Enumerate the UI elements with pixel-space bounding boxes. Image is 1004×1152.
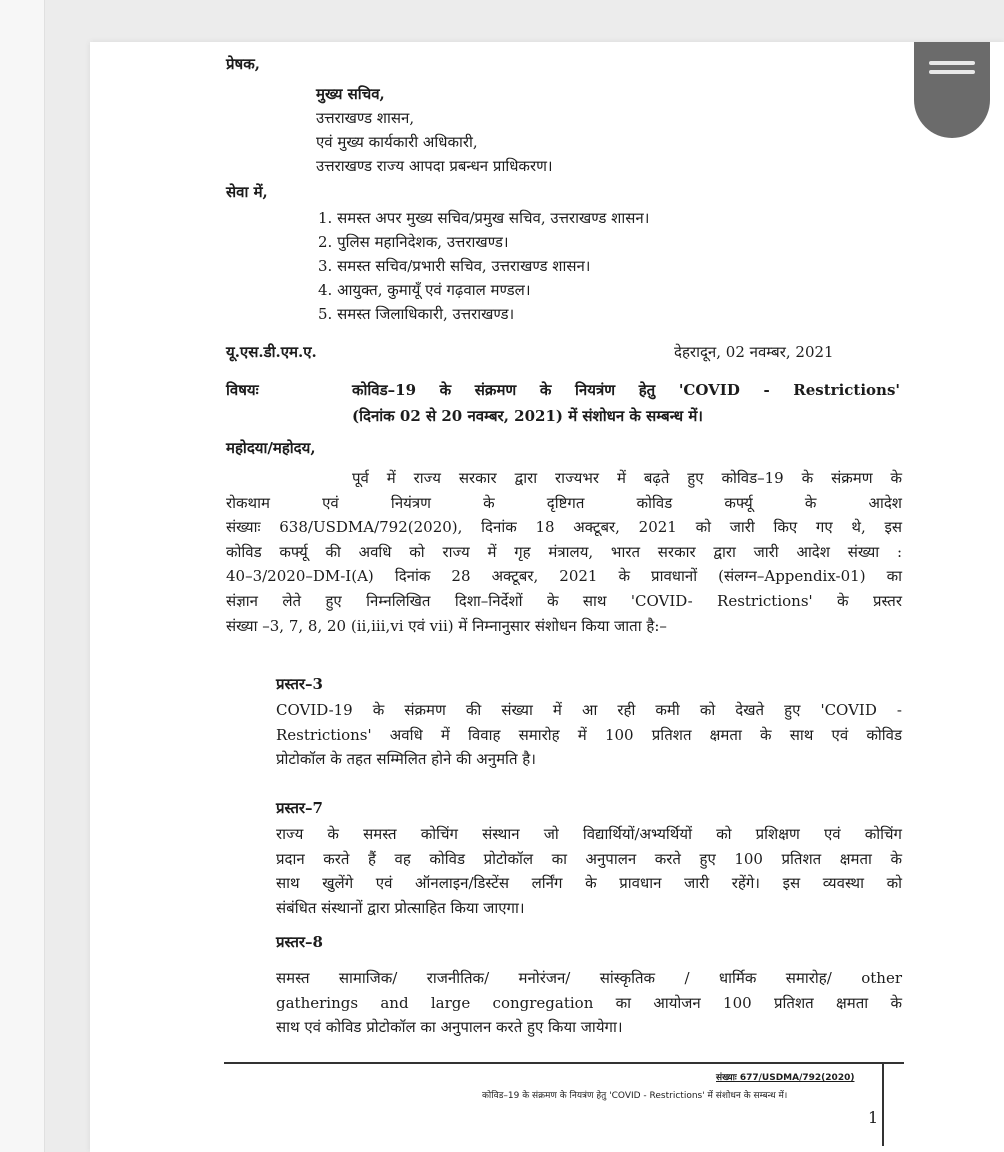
para-3-line-3: प्रोटोकॉल के तहत सम्मिलित होने की अनुमति है। [276,750,536,769]
intro-line-3: संख्याः 638/USDMA/792(2020), दिनांक 18 अक्टूबर, 2021 को जारी किए गए थे, इस [226,518,902,537]
para-8-title: प्रस्तर–8 [276,933,323,951]
menu-button[interactable] [914,42,990,138]
para-3-line-2: Restrictions' अवधि में विवाह समारोह में 100 प्रतिशत क्षमता के साथ एवं कोविड [276,725,902,744]
footer-ref-number: संख्याः 677/USDMA/792(2020) [716,1073,855,1083]
place-date: देहरादून, 02 नवम्बर, 2021 [674,343,834,361]
recipients-label: सेवा में, [226,183,268,201]
recipient-item-1: 1. समस्त अपर मुख्य सचिव/प्रमुख सचिव, उत्तराखण्ड शासन। [318,209,650,227]
recipient-item-5: 5. समस्त जिलाधिकारी, उत्तराखण्ड। [318,305,515,323]
para-3-title: प्रस्तर–3 [276,675,323,693]
sender-line-3: एवं मुख्य कार्यकारी अधिकारी, [316,133,478,151]
para-8-line-3: साथ एवं कोविड प्रोटोकॉल का अनुपालन करते हुए किया जायेगा। [276,1018,623,1037]
para-8-line-1: समस्त सामाजिक/ राजनीतिक/ मनोरंजन/ सांस्कृतिक / धार्मिक समारोह/ other [276,969,902,987]
footer-rule [224,1062,904,1064]
intro-line-1: पूर्व में राज्य सरकार द्वारा राज्यभर में बढ़ते हुए कोविड–19 के संक्रमण के [352,469,902,487]
para-8-line-2: gatherings and large congregation का आयोजन 100 प्रतिशत क्षमता के [276,993,902,1012]
recipient-item-3: 3. समस्त सचिव/प्रभारी सचिव, उत्तराखण्ड शासन। [318,257,591,275]
menu-icon-bar [929,70,975,74]
viewer-left-margin [0,0,45,1152]
subject-line-2: (दिनांक 02 से 20 नवम्बर, 2021) में संशोधन के सम्बन्ध में। [352,407,703,425]
para-7-line-3: साथ खुलेंगे एवं ऑनलाइन/डिस्टेंस लर्निंग के प्रावधान जारी रहेंगे। इस व्यवस्था को [276,874,902,893]
sender-line-4: उत्तराखण्ड राज्य आपदा प्रबन्धन प्राधिकरण। [316,157,553,175]
intro-line-2: रोकथाम एवं नियंत्रण के दृष्टिगत कोविड कर्फ्यू के आदेश [226,493,902,512]
para-7-line-1: राज्य के समस्त कोचिंग संस्थान जो विद्यार्थियों/अभ्यर्थियों को प्रशिक्षण एवं कोचिंग [276,825,902,843]
sender-label: प्रेषक, [226,55,260,73]
footer-vertical-rule [882,1064,884,1146]
subject-label: विषयः [226,381,259,399]
recipient-item-4: 4. आयुक्त, कुमायूँ एवं गढ़वाल मण्डल। [318,281,531,299]
para-7-line-2: प्रदान करते हैं वह कोविड प्रोटोकॉल का अनुपालन करते हुए 100 प्रतिशत क्षमता के [276,849,902,868]
intro-line-7: संख्या –3, 7, 8, 20 (ii,iii,vi एवं vii) में निम्नानुसार संशोधन किया जाता है:– [226,616,667,635]
para-3-line-1: COVID-19 के संक्रमण की संख्या में आ रही कमी को देखते हुए 'COVID - [276,701,902,719]
salutation: महोदया/महोदय, [226,439,316,457]
sender-line-1: मुख्य सचिव, [316,85,385,103]
intro-line-6: संज्ञान लेते हुए निम्नलिखित दिशा–निर्देशों के साथ 'COVID- Restrictions' के प्रस्तर [226,592,902,610]
footer-subject: कोविड–19 के संक्रमण के नियत्रंण हेतु 'COVID - Restrictions' में संशोधन के सम्बन्ध में। [482,1091,788,1101]
intro-line-4: कोविड कर्फ्यू की अवधि को राज्य में गृह मंत्रालय, भारत सरकार द्वारा जारी आदेश संख्या : [226,542,902,561]
recipient-item-2: 2. पुलिस महानिदेशक, उत्तराखण्ड। [318,233,509,251]
menu-icon [929,61,975,65]
sender-line-2: उत्तराखण्ड शासन, [316,109,415,127]
page-number: 1 [868,1108,879,1127]
para-7-line-4: संबंधित संस्थानों द्वारा प्रोत्साहित किया जाएगा। [276,898,525,917]
intro-line-5: 40–3/2020–DM-I(A) दिनांक 28 अक्टूबर, 2021 के प्रावधानों (संलग्न–Appendix-01) का [226,567,902,586]
para-7-title: प्रस्तर–7 [276,799,323,817]
subject-line-1: कोविड–19 के संक्रमण के नियत्रंण हेतु 'COVID - Restrictions' [352,381,900,399]
department-ref: यू.एस.डी.एम.ए. [226,343,317,361]
